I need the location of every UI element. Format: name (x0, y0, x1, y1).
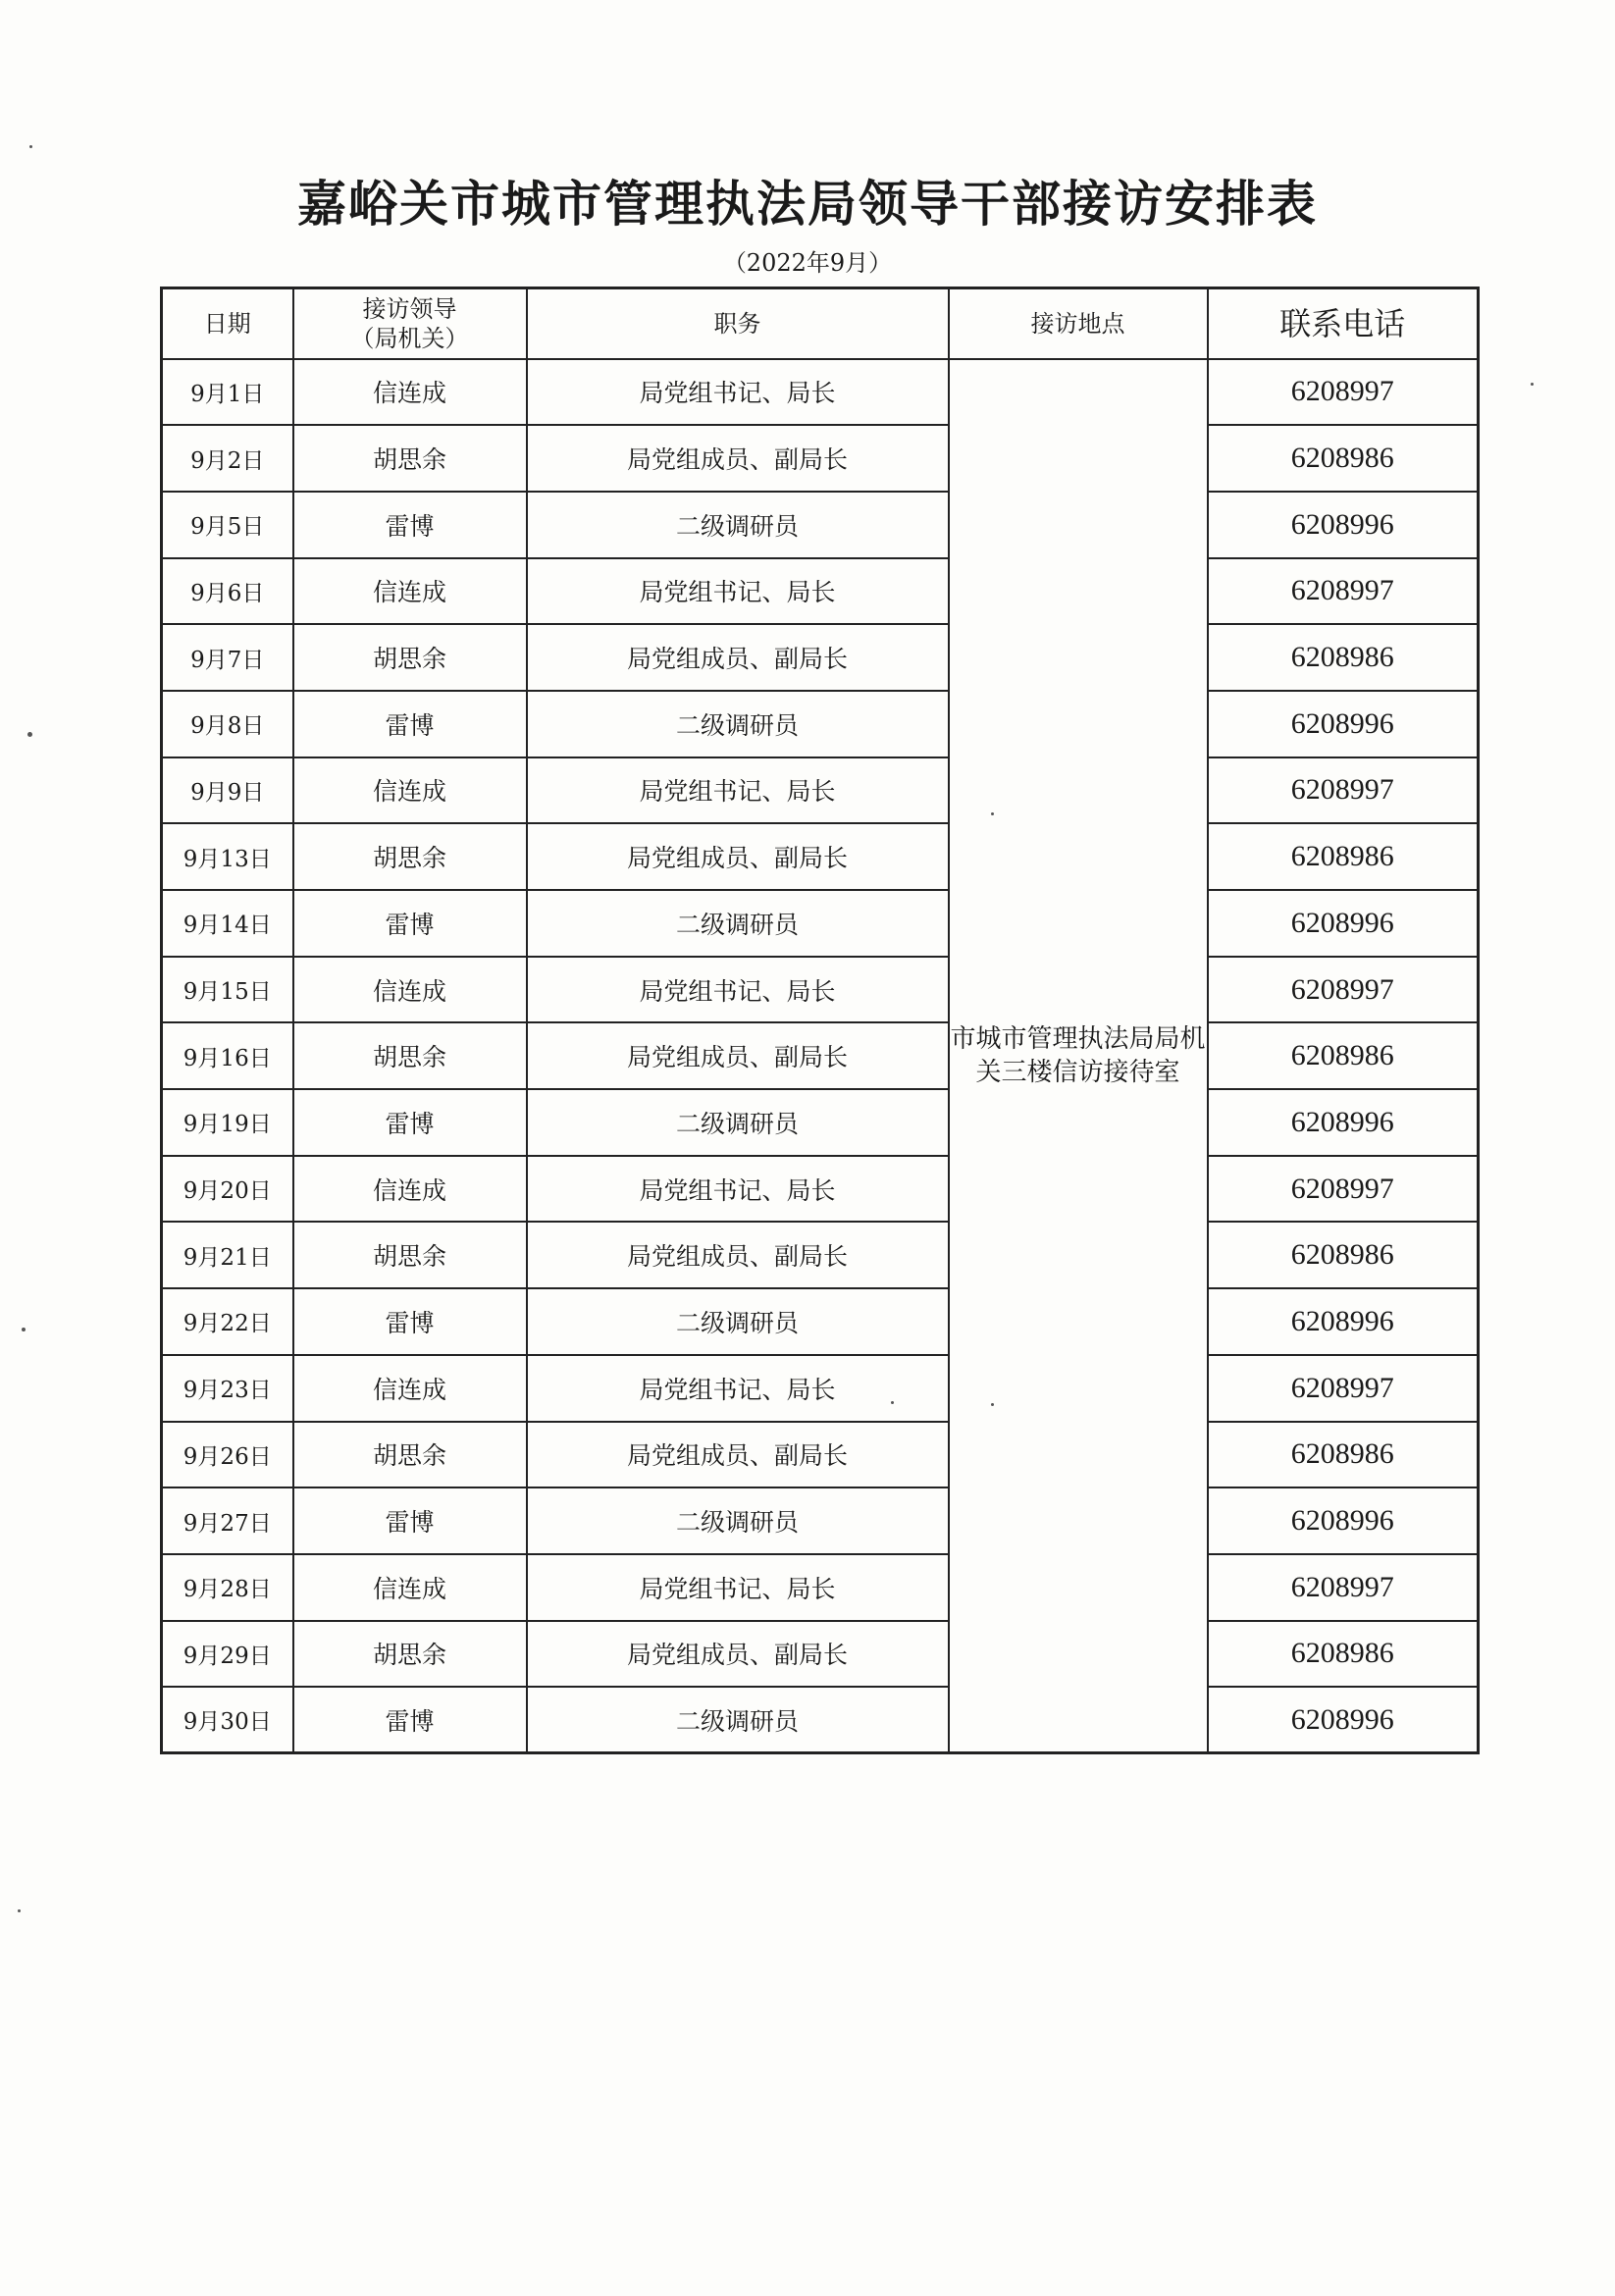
cell-date: 9月14日 (162, 890, 293, 957)
cell-phone: 6208986 (1208, 1022, 1479, 1089)
scan-speck (1531, 383, 1534, 386)
cell-date: 9月13日 (162, 823, 293, 890)
scan-speck (27, 732, 32, 737)
cell-location: 市城市管理执法局局机关三楼信访接待室 (949, 359, 1208, 1753)
cell-date: 9月28日 (162, 1554, 293, 1621)
cell-date: 9月30日 (162, 1687, 293, 1753)
cell-phone: 6208996 (1208, 1288, 1479, 1355)
cell-date: 9月21日 (162, 1222, 293, 1288)
table-row (162, 691, 1479, 757)
cell-date: 9月23日 (162, 1355, 293, 1422)
cell-phone: 6208997 (1208, 1156, 1479, 1223)
cell-date: 9月15日 (162, 957, 293, 1023)
cell-position: 局党组成员、副局长 (527, 1621, 949, 1688)
table-row (162, 624, 1479, 691)
table-row (162, 425, 1479, 492)
cell-phone: 6208996 (1208, 1487, 1479, 1554)
table-row (162, 1554, 1479, 1621)
scan-speck (29, 145, 32, 148)
cell-position: 局党组成员、副局长 (527, 823, 949, 890)
cell-date: 9月6日 (162, 558, 293, 625)
table-row (162, 890, 1479, 957)
cell-leader: 雷博 (293, 1687, 527, 1753)
table-row (162, 492, 1479, 558)
cell-leader: 雷博 (293, 1288, 527, 1355)
cell-date: 9月9日 (162, 757, 293, 824)
cell-leader: 胡思余 (293, 1422, 527, 1488)
table-row (162, 1687, 1479, 1753)
cell-leader: 胡思余 (293, 425, 527, 492)
cell-position: 局党组书记、局长 (527, 957, 949, 1023)
header-date: 日期 (162, 288, 293, 359)
cell-phone: 6208996 (1208, 492, 1479, 558)
cell-position: 二级调研员 (527, 691, 949, 757)
cell-phone: 6208986 (1208, 823, 1479, 890)
cell-leader: 雷博 (293, 492, 527, 558)
header-leader (293, 288, 527, 359)
cell-date: 9月7日 (162, 624, 293, 691)
page-title: 嘉峪关市城市管理执法局领导干部接访安排表 (297, 176, 1318, 233)
table-row (162, 1288, 1479, 1355)
cell-position: 局党组书记、局长 (527, 1355, 949, 1422)
cell-date: 9月1日 (162, 359, 293, 426)
cell-leader: 胡思余 (293, 1022, 527, 1089)
cell-date: 9月2日 (162, 425, 293, 492)
table-row (162, 823, 1479, 890)
table-row (162, 1222, 1479, 1288)
cell-phone: 6208986 (1208, 1222, 1479, 1288)
cell-phone: 6208997 (1208, 359, 1479, 426)
header-location: 接访地点 (949, 288, 1208, 359)
cell-date: 9月19日 (162, 1089, 293, 1156)
cell-leader: 信连成 (293, 1156, 527, 1223)
cell-position: 局党组书记、局长 (527, 757, 949, 824)
scan-speck (18, 1909, 21, 1912)
cell-position: 局党组书记、局长 (527, 359, 949, 426)
cell-leader: 信连成 (293, 757, 527, 824)
cell-position: 二级调研员 (527, 1687, 949, 1753)
cell-leader: 雷博 (293, 691, 527, 757)
cell-position: 二级调研员 (527, 492, 949, 558)
cell-position: 局党组成员、副局长 (527, 1422, 949, 1488)
cell-leader: 胡思余 (293, 1222, 527, 1288)
cell-phone: 6208997 (1208, 957, 1479, 1023)
cell-leader: 雷博 (293, 1089, 527, 1156)
cell-leader: 雷博 (293, 1487, 527, 1554)
table-row (162, 1621, 1479, 1688)
header-leader-line2: （局机关） (350, 324, 469, 352)
table-row (162, 558, 1479, 625)
table-row (162, 1487, 1479, 1554)
table-row (162, 757, 1479, 824)
reception-schedule-table (160, 287, 1480, 1754)
table-body (162, 359, 1479, 1753)
cell-date: 9月26日 (162, 1422, 293, 1488)
header-position: 职务 (527, 288, 949, 359)
cell-leader: 胡思余 (293, 624, 527, 691)
cell-position: 局党组成员、副局长 (527, 1022, 949, 1089)
scan-speck (22, 1328, 26, 1331)
table-row (162, 1355, 1479, 1422)
cell-phone: 6208996 (1208, 1687, 1479, 1753)
cell-position: 局党组书记、局长 (527, 1554, 949, 1621)
cell-leader: 信连成 (293, 359, 527, 426)
cell-position: 局党组书记、局长 (527, 558, 949, 625)
table-row (162, 1156, 1479, 1223)
table-row (162, 1422, 1479, 1488)
cell-position: 局党组成员、副局长 (527, 425, 949, 492)
cell-position: 二级调研员 (527, 1089, 949, 1156)
cell-leader: 胡思余 (293, 823, 527, 890)
cell-position: 二级调研员 (527, 1288, 949, 1355)
table-row (162, 1022, 1479, 1089)
table-row (162, 359, 1479, 426)
cell-phone: 6208997 (1208, 558, 1479, 625)
cell-position: 二级调研员 (527, 890, 949, 957)
cell-date: 9月5日 (162, 492, 293, 558)
scan-speck (891, 1401, 894, 1404)
cell-date: 9月8日 (162, 691, 293, 757)
cell-leader: 信连成 (293, 1355, 527, 1422)
cell-position: 局党组成员、副局长 (527, 624, 949, 691)
table-header-row (162, 288, 1479, 359)
table-row (162, 1089, 1479, 1156)
cell-leader: 胡思余 (293, 1621, 527, 1688)
cell-date: 9月20日 (162, 1156, 293, 1223)
cell-position: 局党组书记、局长 (527, 1156, 949, 1223)
cell-leader: 雷博 (293, 890, 527, 957)
scan-speck (991, 1403, 994, 1406)
cell-phone: 6208997 (1208, 1554, 1479, 1621)
scan-speck (991, 812, 994, 815)
cell-date: 9月27日 (162, 1487, 293, 1554)
cell-phone: 6208986 (1208, 624, 1479, 691)
cell-leader: 信连成 (293, 1554, 527, 1621)
cell-phone: 6208986 (1208, 1422, 1479, 1488)
cell-date: 9月29日 (162, 1621, 293, 1688)
page-subtitle: （2022年9月） (722, 249, 893, 277)
table-row (162, 957, 1479, 1023)
cell-leader: 信连成 (293, 957, 527, 1023)
cell-phone: 6208986 (1208, 425, 1479, 492)
cell-phone: 6208986 (1208, 1621, 1479, 1688)
header-leader-line1: 接访领导 (362, 294, 457, 323)
cell-phone: 6208996 (1208, 691, 1479, 757)
cell-phone: 6208997 (1208, 757, 1479, 824)
header-phone: 联系电话 (1208, 288, 1479, 359)
cell-position: 局党组成员、副局长 (527, 1222, 949, 1288)
cell-phone: 6208996 (1208, 1089, 1479, 1156)
cell-phone: 6208997 (1208, 1355, 1479, 1422)
cell-date: 9月16日 (162, 1022, 293, 1089)
cell-position: 二级调研员 (527, 1487, 949, 1554)
cell-date: 9月22日 (162, 1288, 293, 1355)
cell-leader: 信连成 (293, 558, 527, 625)
cell-phone: 6208996 (1208, 890, 1479, 957)
